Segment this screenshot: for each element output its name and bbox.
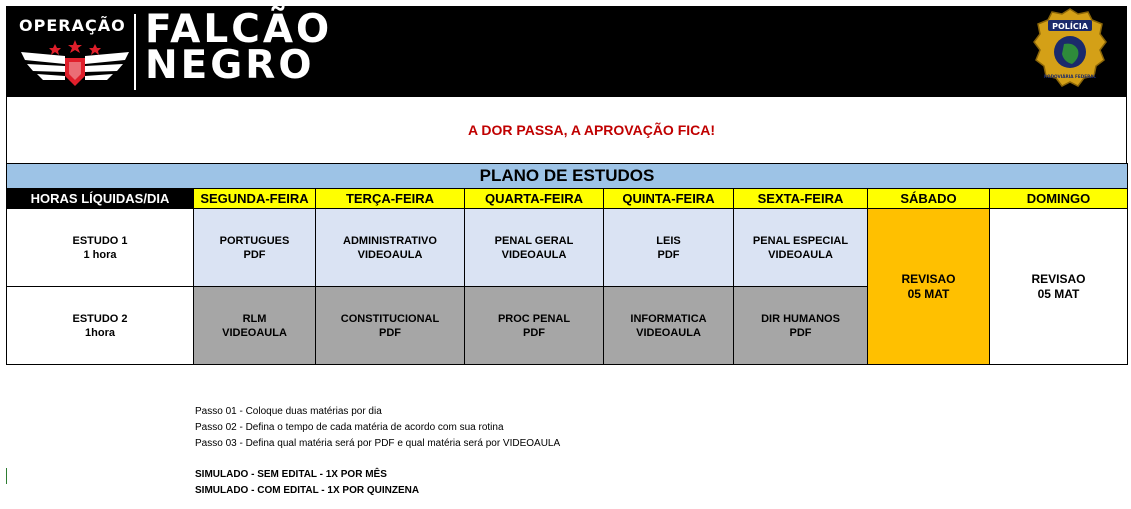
subject: CONSTITUCIONAL [340, 312, 440, 325]
cell-terca-estudo-1[interactable] [316, 209, 465, 287]
format: VIDEOAULA [222, 326, 287, 339]
motto-row [6, 97, 1127, 163]
header-divider [134, 14, 136, 90]
format: PDF [379, 326, 401, 339]
cell-terca-estudo-2[interactable] [316, 287, 465, 365]
cell-segunda-estudo-1[interactable] [194, 209, 316, 287]
subject: PENAL ESPECIAL [752, 234, 849, 247]
spacer [195, 452, 560, 467]
simulado-com-edital[interactable]: SIMULADO - COM EDITAL - 1X POR QUINZENA [195, 485, 420, 496]
simulado-sem-edital[interactable]: SIMULADO - SEM EDITAL - 1X POR MÊS [195, 469, 387, 480]
revisao-count: 05 MAT [907, 286, 950, 301]
revisao-label: REVISAO [1031, 271, 1086, 286]
subject: ADMINISTRATIVO [343, 234, 437, 247]
subject: PORTUGUES [219, 234, 290, 247]
format: VIDEOAULA [357, 248, 423, 261]
row-label-estudo-2[interactable] [7, 287, 194, 365]
format: VIDEOAULA [636, 326, 701, 339]
header-sabado[interactable]: SÁBADO [868, 189, 990, 209]
badge-bottom-text: RODOVIÁRIA FEDERAL [1043, 74, 1097, 79]
header-horas[interactable]: HORAS LÍQUIDAS/DIA [7, 189, 194, 209]
cell-domingo-revisao[interactable] [990, 209, 1128, 365]
brand-line-1: FALCÃO [145, 7, 333, 52]
study-row-1 [7, 209, 1128, 287]
header-segunda[interactable]: SEGUNDA-FEIRA [194, 189, 316, 209]
revisao-label: REVISAO [901, 271, 956, 286]
cell-quinta-estudo-1[interactable] [604, 209, 734, 287]
subject: PENAL GERAL [494, 234, 574, 247]
logo-top-text: OPERAÇÃO [19, 16, 126, 35]
operacao-logo [15, 14, 135, 94]
header-domingo[interactable]: DOMINGO [990, 189, 1128, 209]
step-2[interactable]: Passo 02 - Defina o tempo de cada matéria de acordo com sua rotina [195, 422, 504, 433]
format: PDF [243, 248, 266, 261]
step-1[interactable]: Passo 01 - Coloque duas matérias por dia [195, 406, 382, 417]
format: PDF [657, 248, 680, 261]
cell-quinta-estudo-2[interactable] [604, 287, 734, 365]
header-terca[interactable]: TERÇA-FEIRA [316, 189, 465, 209]
day-header-row [7, 189, 1128, 209]
cell-quarta-estudo-1[interactable] [465, 209, 604, 287]
cell-sexta-estudo-2[interactable] [734, 287, 868, 365]
prf-badge-icon [1030, 6, 1110, 96]
row-label-title: ESTUDO 2 [72, 312, 128, 325]
row-label-title: ESTUDO 1 [72, 234, 128, 247]
format: PDF [789, 326, 812, 339]
cell-sexta-estudo-1[interactable] [734, 209, 868, 287]
cell-sabado-revisao[interactable] [868, 209, 990, 365]
subject: RLM [242, 312, 267, 325]
motto-text: A DOR PASSA, A APROVAÇÃO FICA! [467, 122, 716, 138]
step-3[interactable]: Passo 03 - Defina qual matéria será por PDF e qual matéria será por VIDEOAULA [195, 438, 561, 449]
cell-segunda-estudo-2[interactable] [194, 287, 316, 365]
format: VIDEOAULA [501, 248, 567, 261]
header-banner [6, 6, 1127, 97]
badge-top-text: POLÍCIA [1052, 22, 1088, 31]
subject: INFORMATICA [630, 312, 707, 325]
format: VIDEOAULA [768, 248, 833, 261]
format: PDF [523, 326, 545, 339]
brand-line-2: NEGRO [145, 43, 315, 88]
subject: DIR HUMANOS [761, 312, 840, 325]
cell-quarta-estudo-2[interactable] [465, 287, 604, 365]
brand-title [145, 7, 333, 88]
row-label-duration: 1 hora [83, 248, 117, 261]
row-label-duration: 1hora [85, 326, 115, 339]
header-quinta[interactable]: QUINTA-FEIRA [604, 189, 734, 209]
header-quarta[interactable]: QUARTA-FEIRA [465, 189, 604, 209]
winged-emblem-icon [15, 14, 135, 94]
cell-selection-edge [6, 468, 7, 484]
row-label-estudo-1[interactable] [7, 209, 194, 287]
header-sexta[interactable]: SEXTA-FEIRA [734, 189, 868, 209]
study-plan-table [6, 163, 1128, 365]
subject: LEIS [656, 234, 681, 247]
plan-title[interactable]: PLANO DE ESTUDOS [7, 164, 1128, 189]
instructions-block [195, 404, 560, 499]
spreadsheet-sheet [6, 6, 1127, 365]
subject: PROC PENAL [497, 312, 571, 325]
revisao-count: 05 MAT [1037, 286, 1080, 301]
